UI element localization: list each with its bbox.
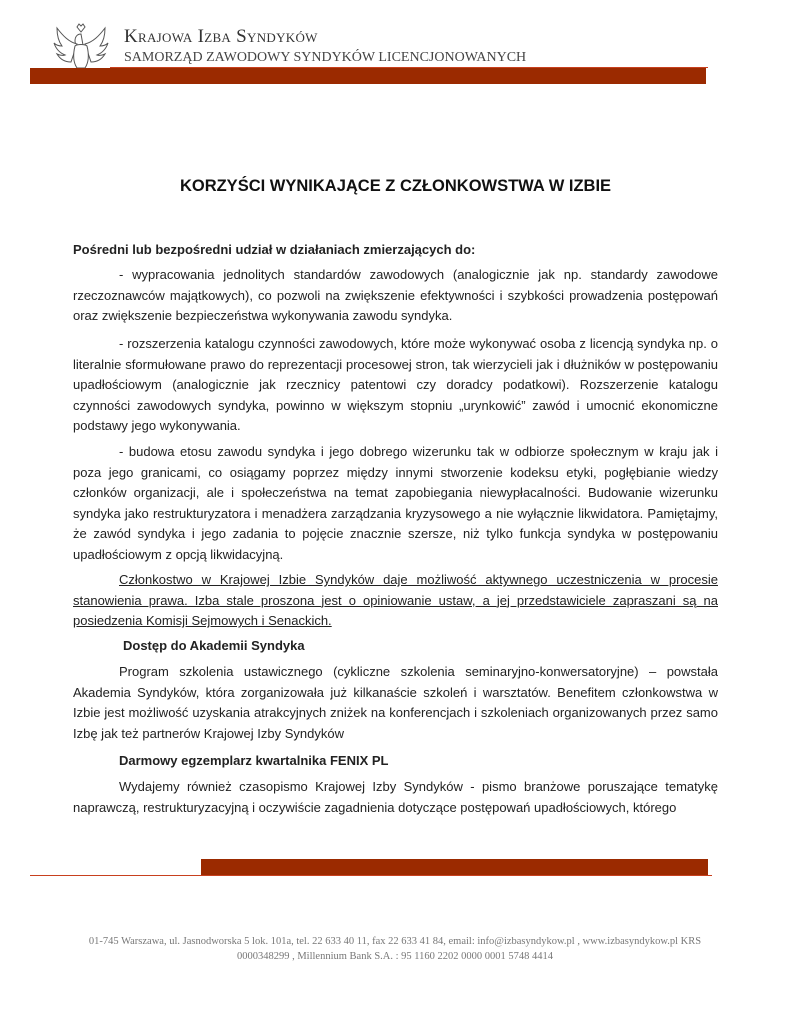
paragraph-fenix: [73, 777, 718, 818]
section-heading-academy: [73, 636, 718, 657]
paragraph-ethos: [73, 442, 718, 565]
footer-bank-line: 0000348299 , Millennium Bank S.A. : 95 1160 2202 0000 0001 5748 4414: [236, 951, 554, 962]
paragraph-catalogue-text: - rozszerzenia katalogu czynności zawodowych, które może wykonywać osoba z licencją syndyka np. o literalnie sformułowane prawo do reprezentacji procesowej stron, tak wierzycieli jak i dłużników w postępowaniu upadłościowym (analogicznie jak rzecznicy patentowi czy doradcy podatkowi). Rozszerzenie katalogu czynności zawodowych syndyka, powinno w większym stopniu „urynkowić” zawód i umocnić ekonomiczne podstawy jego wykonywania.: [73, 336, 718, 433]
paragraph-lawmaking-text: Członkostwo w Krajowej Izbie Syndyków daje możliwość aktywnego uczestniczenia w procesie stanowienia prawa. Izba stale proszona jest o opiniowanie ustaw, a jej przedstawiciele zapraszani są na posiedzenia Komisji Sejmowych i Senackich.: [73, 572, 718, 628]
paragraph-lawmaking: [73, 570, 718, 632]
footer-divider: [30, 875, 712, 876]
organization-subtitle: SAMORZĄD ZAWODOWY SYNDYKÓW LICENCJONOWANYCH: [124, 50, 527, 65]
section-heading-participation: Pośredni lub bezpośredni udział w działaniach zmierzających do:: [73, 242, 476, 257]
footer-accent-bar: [201, 859, 708, 875]
header-accent-bar: [30, 68, 706, 84]
paragraph-catalogue: [73, 334, 718, 437]
footer-address-line: 01-745 Warszawa, ul. Jasnodworska 5 lok. 101a, tel. 22 633 40 11, fax 22 633 41 84, email: info@izbasyndykow.pl , www.izbasyndykow.pl KRS: [88, 936, 702, 947]
paragraph-academy: [73, 662, 718, 744]
paragraph-fenix-text: Wydajemy również czasopismo Krajowej Izby Syndyków - pismo branżowe poruszające tematykę naprawczą, restrukturyzacyjną i oczywiście zagadnienia dotyczące postępowań upadłościowych, którego: [73, 779, 718, 815]
paragraph-ethos-text: - budowa etosu zawodu syndyka i jego dobrego wizerunku tak w odbiorze społecznym w kraju jak i poza jego granicami, co osiągamy poprzez między innymi stworzenie kodeksu etyki, pogłębianie wiedzy członków organizacji, ale i społeczeństwa na temat zapobiegania niewypłacalności. Budowanie wizerunku syndyka jako restrukturyzatora i menadżera zarządzania kryzysowego a nie wyłącznie likwidatora. Pamiętajmy, że zawód syndyka i jego zadania to pojęcie znacznie szersze, niż tylko funkcja syndyka w postępowaniu upadłościowym z opcją likwidacyjną.: [73, 444, 718, 562]
section-heading-academy-text: Dostęp do Akademii Syndyka: [123, 638, 305, 653]
section-heading-fenix-text: Darmowy egzemplarz kwartalnika FENIX PL: [119, 753, 389, 768]
section-heading-fenix: [73, 751, 718, 772]
footer-contact: [60, 934, 730, 964]
paragraph-standards-text: - wypracowania jednolitych standardów zawodowych (analogicznie jak np. standardy zawodowe rzeczoznawców majątkowych), co pozwoli na zwiększenie efektywności i szybkości prowadzenia postępowań oraz zwiększenie bezpieczeństwa wykonywania zawodu syndyka.: [73, 267, 718, 323]
organization-name: Krajowa Izba Syndyków: [124, 26, 318, 47]
paragraph-academy-text: Program szkolenia ustawicznego (cykliczne szkolenia seminaryjno-konwersatoryjne) – powstała Akademia Syndyków, która zorganizowała już kilkanaście szkoleń i warsztatów. Benefitem członkowstwa w Izbie jest możliwość uzyskania atrakcyjnych zniżek na konferencjach i szkoleniach organizowanych przez samo Izbę jak też partnerów Krajowej Izby Syndyków: [73, 664, 718, 741]
page-title: KORZYŚCI WYNIKAJĄCE Z CZŁONKOWSTWA W IZBIE: [179, 177, 612, 195]
paragraph-standards: [73, 265, 718, 327]
